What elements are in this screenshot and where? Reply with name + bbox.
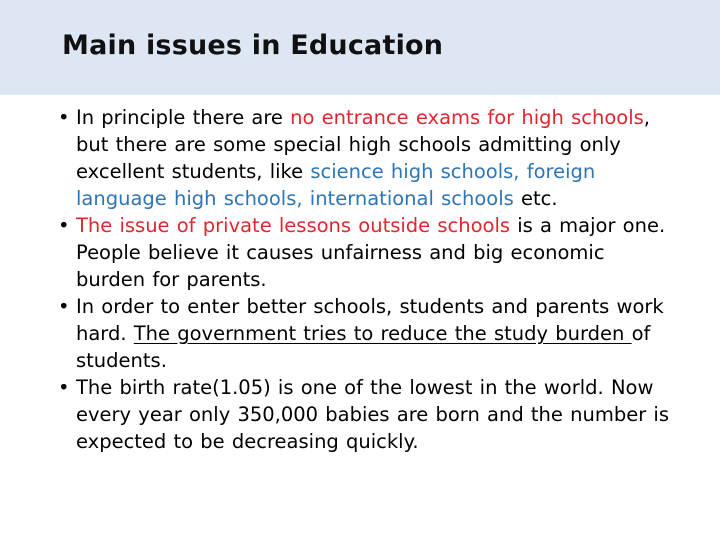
- highlight-red-text: The issue of private lessons outside schools: [76, 214, 511, 237]
- bullet-text: of students.: [76, 322, 651, 372]
- bullet-text: The birth rate(1.05) is one of the lowest in the world. Now every year only 350,000 babies are born and the number is expected to be decreasing quickly.: [76, 376, 669, 453]
- highlight-red-text: no entrance exams for high schools: [290, 106, 644, 129]
- bullet-text: etc.: [513, 187, 558, 210]
- bullet-text: In principle there are: [76, 106, 291, 129]
- bullet-dot-icon: •: [58, 295, 70, 318]
- slide-title: Main issues in Education: [62, 30, 444, 61]
- bullet-item-entrance-exams: [58, 104, 670, 212]
- bullet-item-private-lessons: [58, 212, 670, 293]
- highlight-blue-text: science high schools, foreign language high schools, international schools: [76, 160, 596, 210]
- bullet-text: , but there are some special high schools admitting only excellent students, like: [76, 106, 650, 183]
- bullet-item-better-schools: [58, 293, 670, 374]
- underlined-text: The government tries to reduce the study burden: [133, 322, 632, 345]
- bullet-dot-icon: •: [58, 106, 70, 129]
- bullet-dot-icon: •: [58, 214, 70, 237]
- bullet-dot-icon: •: [58, 376, 70, 399]
- bullet-text: In order to enter better schools, students and parents work hard.: [76, 295, 664, 345]
- bullet-item-birth-rate: [58, 374, 670, 455]
- bullet-text: is a major one. People believe it causes unfairness and big economic burden for parents.: [76, 214, 666, 291]
- bullet-list: [58, 104, 670, 455]
